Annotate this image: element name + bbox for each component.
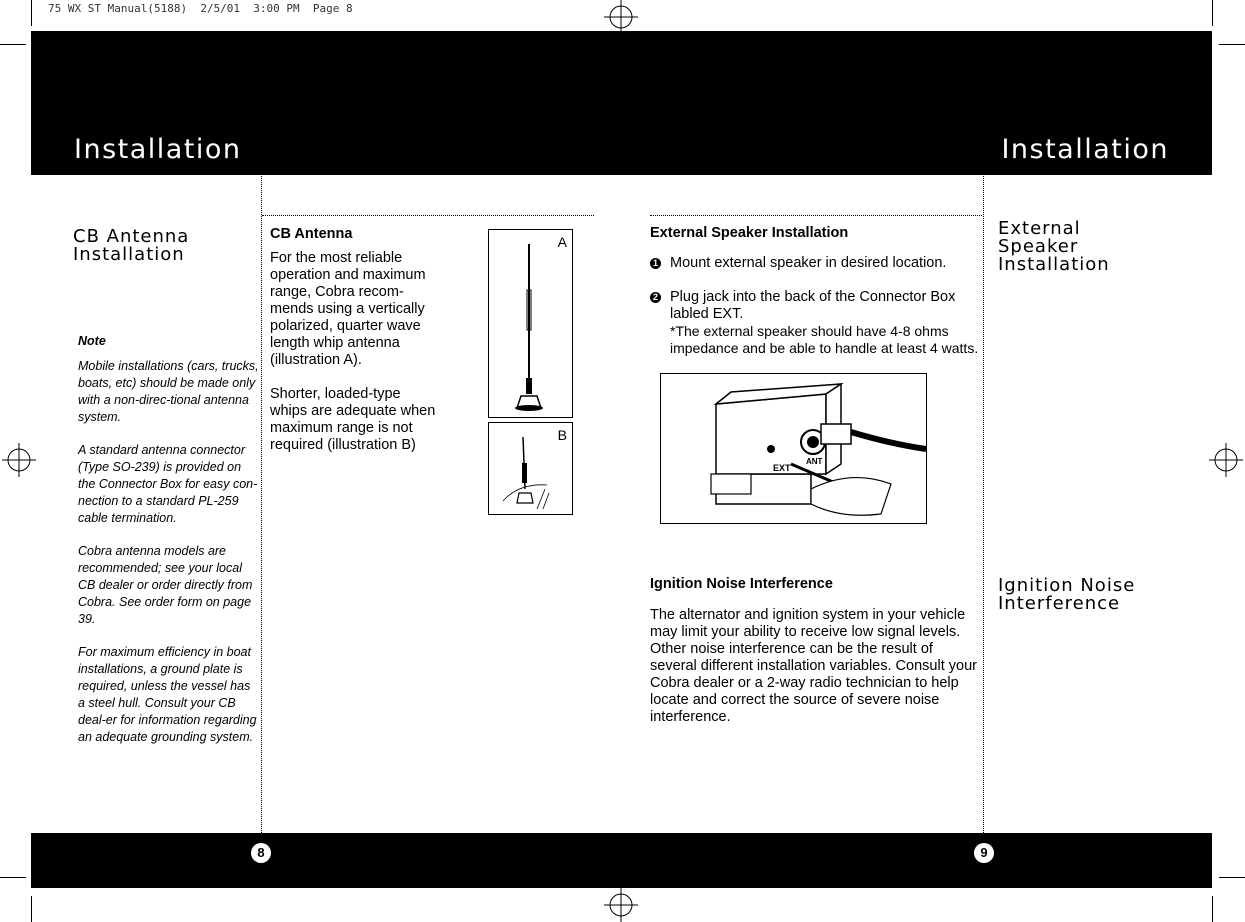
registration-mark-right xyxy=(1209,443,1243,477)
step-2-note: *The external speaker should have 4-8 ohms impedance and be able to handle at least 4 watts. xyxy=(670,323,979,356)
sidebar-heading-line: Ignition Noise xyxy=(998,575,1136,596)
registration-mark-top xyxy=(604,0,638,34)
external-speaker-steps xyxy=(650,255,980,357)
cb-antenna-title: CB Antenna xyxy=(270,226,353,242)
note-paragraph: Cobra antenna models are recommended; see your local CB dealer or order directly from Cobra. See order form on page 39. xyxy=(78,544,253,626)
footer-bar xyxy=(31,833,1212,888)
note-paragraph: A standard antenna connector (Type SO-239) is provided on the Connector Box for easy con-nection to a standard PL-259 cable termination. xyxy=(78,443,258,525)
note-title: Note xyxy=(78,334,106,348)
sidebar-heading-cb-antenna xyxy=(73,228,189,264)
illustration-a-label: A xyxy=(557,234,567,250)
note-block xyxy=(78,333,260,762)
sidebar-heading-line: Installation xyxy=(998,254,1110,275)
cb-antenna-body xyxy=(270,250,440,454)
illustration-b xyxy=(488,422,573,515)
page-number-right: 9 xyxy=(974,843,994,863)
step-1 xyxy=(650,255,980,272)
ant-label: ANT xyxy=(806,457,823,466)
column-divider-left xyxy=(261,176,262,833)
note-paragraph: Mobile installations (cars, trucks, boats, etc) should be made only with a non-direc-tional antenna system. xyxy=(78,359,259,424)
illustration-b-label: B xyxy=(557,427,567,443)
registration-mark-bottom xyxy=(604,888,638,922)
whip-antenna-icon xyxy=(489,230,572,417)
step-1-text: Mount external speaker in desired location. xyxy=(670,255,947,271)
sidebar-heading-line: External xyxy=(998,218,1081,239)
rule-external-speaker xyxy=(650,215,982,216)
ignition-body: The alternator and ignition system in your vehicle may limit your ability to receive low signal levels. Other noise interference can be the result of several different installation variables. Consult your Cobra dealer or a 2-way radio technician to help locate and correct the source of severe noise interference. xyxy=(650,607,977,725)
print-slug: 75 WX ST Manual(5188) 2/5/01 3:00 PM Page 8 xyxy=(48,2,353,15)
sidebar-heading-line: CB Antenna xyxy=(73,226,190,247)
header-title-right: Installation xyxy=(1001,134,1169,165)
ext-label: EXT xyxy=(773,463,791,473)
step-2 xyxy=(650,289,980,357)
illustration-a xyxy=(488,229,573,418)
page-number-left: 8 xyxy=(251,843,271,863)
cb-antenna-para1: For the most reliable operation and maximum range, Cobra recom-mends using a vertically polarized, quarter wave length whip antenna (illustration A). xyxy=(270,250,426,368)
registration-mark-left xyxy=(2,443,36,477)
cb-antenna-para2: Shorter, loaded-type whips are adequate when maximum range is not required (illustration B) xyxy=(270,386,436,453)
loaded-whip-antenna-icon xyxy=(489,423,572,514)
sidebar-heading-line: Speaker xyxy=(998,236,1079,257)
step-number-icon: 2 xyxy=(650,292,661,303)
external-speaker-title: External Speaker Installation xyxy=(650,225,849,241)
rule-cb-antenna xyxy=(262,215,594,216)
column-divider-right xyxy=(983,176,984,833)
header-title-left: Installation xyxy=(74,134,242,165)
step-number-icon: 1 xyxy=(650,258,661,269)
connector-box-icon xyxy=(661,374,926,523)
sidebar-heading-line: Installation xyxy=(73,244,185,265)
sidebar-heading-line: Interference xyxy=(998,593,1121,614)
connector-box-illustration xyxy=(660,373,927,524)
step-2-text: Plug jack into the back of the Connector Box labled EXT. xyxy=(670,289,956,322)
note-paragraph: For maximum efficiency in boat installations, a ground plate is required, unless the vessel has a steel hull. Consult your CB deal-er for information regarding an adequate grounding system. xyxy=(78,645,257,744)
sidebar-heading-ignition xyxy=(998,577,1135,613)
sidebar-heading-external-speaker xyxy=(998,220,1110,274)
ignition-title: Ignition Noise Interference xyxy=(650,576,833,592)
